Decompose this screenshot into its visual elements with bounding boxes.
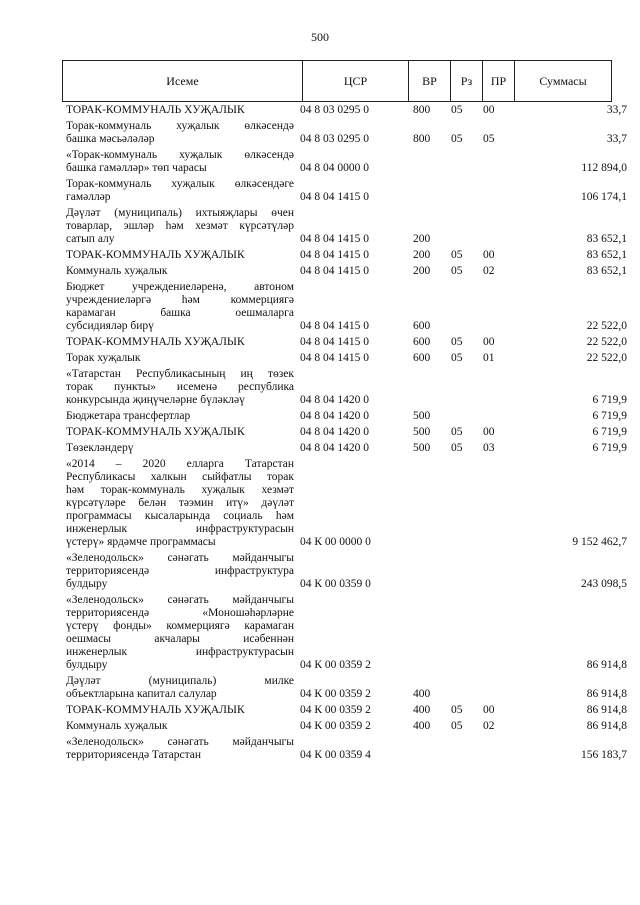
row-sum: 83 652,1 xyxy=(586,265,627,277)
row-sum: 6 719,9 xyxy=(592,394,627,406)
row-pr: 00 xyxy=(483,104,495,116)
row-pr: 00 xyxy=(483,704,495,716)
row-csr: 04 К 00 0359 2 xyxy=(300,688,371,700)
row-name xyxy=(66,249,294,262)
row-name-line: ТОРАК-КОММУНАЛЬ ХУҖАЛЫК xyxy=(66,249,245,261)
header-pr: ПР xyxy=(483,61,515,101)
row-name-line: булдыру xyxy=(66,659,108,671)
row-csr: 04 8 04 1420 0 xyxy=(300,410,369,422)
row-name-line: булдыру xyxy=(66,578,108,590)
row-csr: 04 8 04 1420 0 xyxy=(300,426,369,438)
row-csr: 04 8 04 1415 0 xyxy=(300,320,369,332)
header-rz: Рз xyxy=(451,61,483,101)
row-name-line: «Зеленодольск» сәнәгать мәйданчыгы xyxy=(66,736,294,748)
row-rz: 05 xyxy=(451,720,463,732)
header-csr: ЦСР xyxy=(303,61,409,101)
row-csr: 04 К 00 0000 0 xyxy=(300,536,371,548)
row-name-line: объектларына капитал салулар xyxy=(66,688,217,700)
row-sum: 9 152 462,7 xyxy=(572,536,627,548)
row-vr: 800 xyxy=(413,104,431,116)
row-name xyxy=(66,675,294,701)
header-vr: ВР xyxy=(409,61,451,101)
row-pr: 02 xyxy=(483,720,495,732)
row-name xyxy=(66,458,294,549)
row-rz: 05 xyxy=(451,704,463,716)
row-name xyxy=(66,149,294,175)
row-sum: 6 719,9 xyxy=(592,410,627,422)
table-row xyxy=(0,249,640,262)
row-name-line: территориясендә инфраструктура xyxy=(66,565,294,577)
row-name-line: торак пункты» исеменә республика xyxy=(66,381,294,393)
table-row xyxy=(0,368,640,407)
row-name xyxy=(66,336,294,349)
table-row xyxy=(0,552,640,591)
row-pr: 03 xyxy=(483,442,495,454)
row-name-line: Коммуналь хуҗалык xyxy=(66,720,168,732)
row-name-line: карамаган башка оешмаларга xyxy=(66,307,294,319)
row-vr: 400 xyxy=(413,688,431,700)
row-sum: 33,7 xyxy=(606,133,627,145)
table-row xyxy=(0,265,640,278)
row-csr: 04 8 04 1415 0 xyxy=(300,265,369,277)
row-vr: 200 xyxy=(413,265,431,277)
row-vr: 200 xyxy=(413,233,431,245)
row-sum: 22 522,0 xyxy=(586,352,627,364)
row-pr: 00 xyxy=(483,336,495,348)
row-name-line: сатып алу xyxy=(66,233,115,245)
row-csr: 04 8 04 1415 0 xyxy=(300,233,369,245)
row-sum: 33,7 xyxy=(606,104,627,116)
row-name xyxy=(66,594,294,672)
header-sum: Суммасы xyxy=(539,73,587,88)
row-name xyxy=(66,104,294,117)
row-name-line: башка гамәлләр» төп чарасы xyxy=(66,162,207,174)
row-sum: 83 652,1 xyxy=(586,249,627,261)
row-name-line: территориясендә «Моношәһәрләрне xyxy=(66,607,294,619)
row-name xyxy=(66,426,294,439)
row-name-line: оешмасы акчалары исәбеннән xyxy=(66,633,294,645)
row-name-line: ТОРАК-КОММУНАЛЬ ХУҖАЛЫК xyxy=(66,336,245,348)
row-csr: 04 8 04 0000 0 xyxy=(300,162,369,174)
row-name-line: территориясендә Татарстан xyxy=(66,749,202,761)
row-vr: 600 xyxy=(413,336,431,348)
table-row xyxy=(0,207,640,246)
row-rz: 05 xyxy=(451,249,463,261)
table-row xyxy=(0,149,640,175)
row-name-line: конкурсында җиңүчеләрне бүләкләү xyxy=(66,394,245,406)
row-name xyxy=(66,120,294,146)
table-row xyxy=(0,442,640,455)
table-row xyxy=(0,120,640,146)
row-rz: 05 xyxy=(451,265,463,277)
row-rz: 05 xyxy=(451,426,463,438)
row-sum: 86 914,8 xyxy=(586,704,627,716)
row-vr: 400 xyxy=(413,720,431,732)
table-row xyxy=(0,675,640,701)
row-name-line: Төзекләндерү xyxy=(66,442,134,454)
row-csr: 04 8 04 1415 0 xyxy=(300,249,369,261)
row-pr: 05 xyxy=(483,133,495,145)
table-body xyxy=(0,104,640,765)
row-name-line: программасы кысаларында социаль һәм xyxy=(66,510,294,522)
row-name-line: ТОРАК-КОММУНАЛЬ ХУҖАЛЫК xyxy=(66,426,245,438)
row-name-line: башка мәсьәләләр xyxy=(66,133,155,145)
row-csr: 04 8 04 1415 0 xyxy=(300,352,369,364)
row-name xyxy=(66,352,294,365)
row-name-line: Торак-коммуналь хуҗалык өлкәсендә xyxy=(66,120,294,132)
row-sum: 86 914,8 xyxy=(586,659,627,671)
row-sum: 6 719,9 xyxy=(592,426,627,438)
row-name-line: товарлар, эшләр һәм хезмәт күрсәтүләр xyxy=(66,220,294,232)
row-name xyxy=(66,736,294,762)
row-csr: 04 8 04 1420 0 xyxy=(300,394,369,406)
row-name xyxy=(66,442,294,455)
table-row xyxy=(0,704,640,717)
row-csr: 04 8 03 0295 0 xyxy=(300,104,369,116)
row-sum: 243 098,5 xyxy=(581,578,627,590)
row-pr: 01 xyxy=(483,352,495,364)
row-sum: 22 522,0 xyxy=(586,336,627,348)
row-name xyxy=(66,207,294,246)
table-row xyxy=(0,426,640,439)
row-pr: 00 xyxy=(483,426,495,438)
row-csr: 04 8 04 1420 0 xyxy=(300,442,369,454)
row-vr: 200 xyxy=(413,249,431,261)
row-sum: 112 894,0 xyxy=(581,162,627,174)
table-row xyxy=(0,410,640,423)
row-csr: 04 8 03 0295 0 xyxy=(300,133,369,145)
row-name-line: «Зеленодольск» сәнәгать мәйданчыгы xyxy=(66,594,294,606)
row-vr: 500 xyxy=(413,442,431,454)
row-csr: 04 К 00 0359 0 xyxy=(300,578,371,590)
row-csr: 04 К 00 0359 2 xyxy=(300,704,371,716)
row-vr: 600 xyxy=(413,352,431,364)
row-name-line: инженерлык инфраструктурасын xyxy=(66,646,294,658)
row-name-line: ТОРАК-КОММУНАЛЬ ХУҖАЛЫК xyxy=(66,104,245,116)
row-name xyxy=(66,368,294,407)
table-row xyxy=(0,178,640,204)
row-name-line: Бюджетара трансфертлар xyxy=(66,410,191,422)
row-name-line: «Татарстан Республикасының иң төзек xyxy=(66,368,294,380)
row-rz: 05 xyxy=(451,336,463,348)
row-name xyxy=(66,552,294,591)
row-name xyxy=(66,720,294,733)
row-name xyxy=(66,178,294,204)
row-name-line: Коммуналь хуҗалык xyxy=(66,265,168,277)
table-row xyxy=(0,720,640,733)
table-row xyxy=(0,352,640,365)
row-pr: 02 xyxy=(483,265,495,277)
row-sum: 106 174,1 xyxy=(581,191,627,203)
row-name-line: Республикасы халкын сыйфатлы торак xyxy=(66,471,294,483)
row-name-line: «Торак-коммуналь хуҗалык өлкәсендә xyxy=(66,149,294,161)
row-name-line: инженерлык инфраструктурасын xyxy=(66,523,294,535)
row-vr: 500 xyxy=(413,410,431,422)
row-sum: 86 914,8 xyxy=(586,720,627,732)
row-name-line: һәм торак-коммуналь хуҗалык хезмәт xyxy=(66,484,294,496)
row-name-line: гамәлләр xyxy=(66,191,111,203)
row-name xyxy=(66,704,294,717)
row-name-line: күрсәтүләре белән тәэмин итү» дәүләт xyxy=(66,497,294,509)
row-csr: 04 К 00 0359 2 xyxy=(300,720,371,732)
row-sum: 86 914,8 xyxy=(586,688,627,700)
row-name-line: Торак-коммуналь хуҗалык өлкәсендәге xyxy=(66,178,294,190)
row-csr: 04 К 00 0359 4 xyxy=(300,749,371,761)
row-name-line: «Зеленодольск» сәнәгать мәйданчыгы xyxy=(66,552,294,564)
row-name-line: «2014 – 2020 елларга Татарстан xyxy=(66,458,294,470)
row-rz: 05 xyxy=(451,104,463,116)
row-sum: 83 652,1 xyxy=(586,233,627,245)
row-vr: 600 xyxy=(413,320,431,332)
row-rz: 05 xyxy=(451,442,463,454)
row-name-line: үстерү» ярдәмче программасы xyxy=(66,536,216,548)
row-name-line: Торак хуҗалык xyxy=(66,352,141,364)
row-csr: 04 К 00 0359 2 xyxy=(300,659,371,671)
row-name-line: Дәүләт (муниципаль) ихтыяҗлары өчен xyxy=(66,207,294,219)
row-csr: 04 8 04 1415 0 xyxy=(300,336,369,348)
row-name-line: учреждениеләргә һәм коммерциягә xyxy=(66,294,294,306)
row-name-line: Дәүләт (муниципаль) милке xyxy=(66,675,294,687)
header-name: Исеме xyxy=(63,61,303,101)
row-sum: 156 183,7 xyxy=(581,749,627,761)
table-header xyxy=(62,60,612,102)
row-name xyxy=(66,265,294,278)
row-name-line: үстерү фонды» коммерциягә карамаган xyxy=(66,620,294,632)
row-pr: 00 xyxy=(483,249,495,261)
row-sum: 6 719,9 xyxy=(592,442,627,454)
row-name-line: Бюджет учреждениеләренә, автоном xyxy=(66,281,294,293)
table-row xyxy=(0,281,640,333)
table-row xyxy=(0,458,640,549)
row-name xyxy=(66,410,294,423)
row-name xyxy=(66,281,294,333)
table-row xyxy=(0,736,640,762)
row-vr: 400 xyxy=(413,704,431,716)
row-name-line: ТОРАК-КОММУНАЛЬ ХУҖАЛЫК xyxy=(66,704,245,716)
row-vr: 500 xyxy=(413,426,431,438)
row-vr: 800 xyxy=(413,133,431,145)
table-row xyxy=(0,104,640,117)
row-rz: 05 xyxy=(451,133,463,145)
table-row xyxy=(0,336,640,349)
row-sum: 22 522,0 xyxy=(586,320,627,332)
row-csr: 04 8 04 1415 0 xyxy=(300,191,369,203)
row-rz: 05 xyxy=(451,352,463,364)
table-row xyxy=(0,594,640,672)
row-name-line: субсидияләр бирү xyxy=(66,320,154,332)
page-number: 500 xyxy=(311,30,329,44)
